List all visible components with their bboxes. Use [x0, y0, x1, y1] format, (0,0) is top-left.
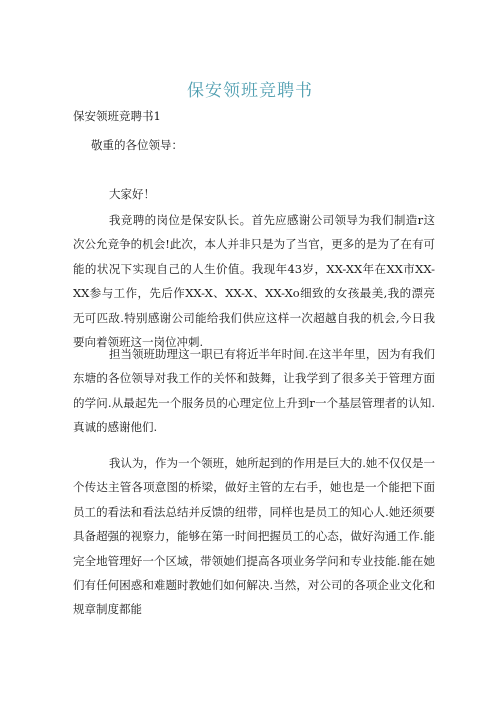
body-paragraph-1: 我竞聘的岗位是保安队长。首先应感谢公司领导为我们制造r这次公允竞争的机会!此次，本人并非只是为了当官，更多的是为了在有可能的状况下实现自己的人生价值。我现年43岁，XX-XX年在XX市XX-XX参与工作，先后作XX-X、XX-X、XX-Xo细致的女孩最美,我的漂亮无可匹敌.特别感谢公司能给我们供应这样一次超越自我的机会,今日我要向着领班这一岗位冲刺. [73, 213, 435, 350]
opening-line: 大家好！ [109, 187, 155, 201]
document-subtitle: 保安领班竞聘书1 [73, 109, 161, 123]
salutation: 敬重的各位领导： [91, 138, 183, 152]
document-title: 保安领班竞聘书 [187, 81, 313, 101]
body-paragraph-3: 我认为，作为一个领班，她所起到的作用是巨大的.她不仅仅是一个传达主管各项意图的桥梁，做好主管的左右手，她也是一个能把下面员工的看法和看法总结并反馈的纽带，同样也是员工的知心人.她还须要具备超强的视察力，能够在第一时间把握员工的心态，做好沟通工作.能完全地管理好一个区域，带领她们提高各项业务学问和专业技能.能在她们有任何困惑和难题时教她们如何解决.当然，对公司的各项企业文化和规章制度都能 [73, 456, 435, 617]
body-paragraph-2: 担当领班助理这一职已有将近半年时间.在这半年里，因为有我们东塘的各位领导对我工作的关怀和鼓舞，让我学到了很多关于管理方面的学问.从最起先一个服务员的心理定位上升到r一个基层管理者的认知.真诚的感谢他们. [73, 347, 435, 435]
